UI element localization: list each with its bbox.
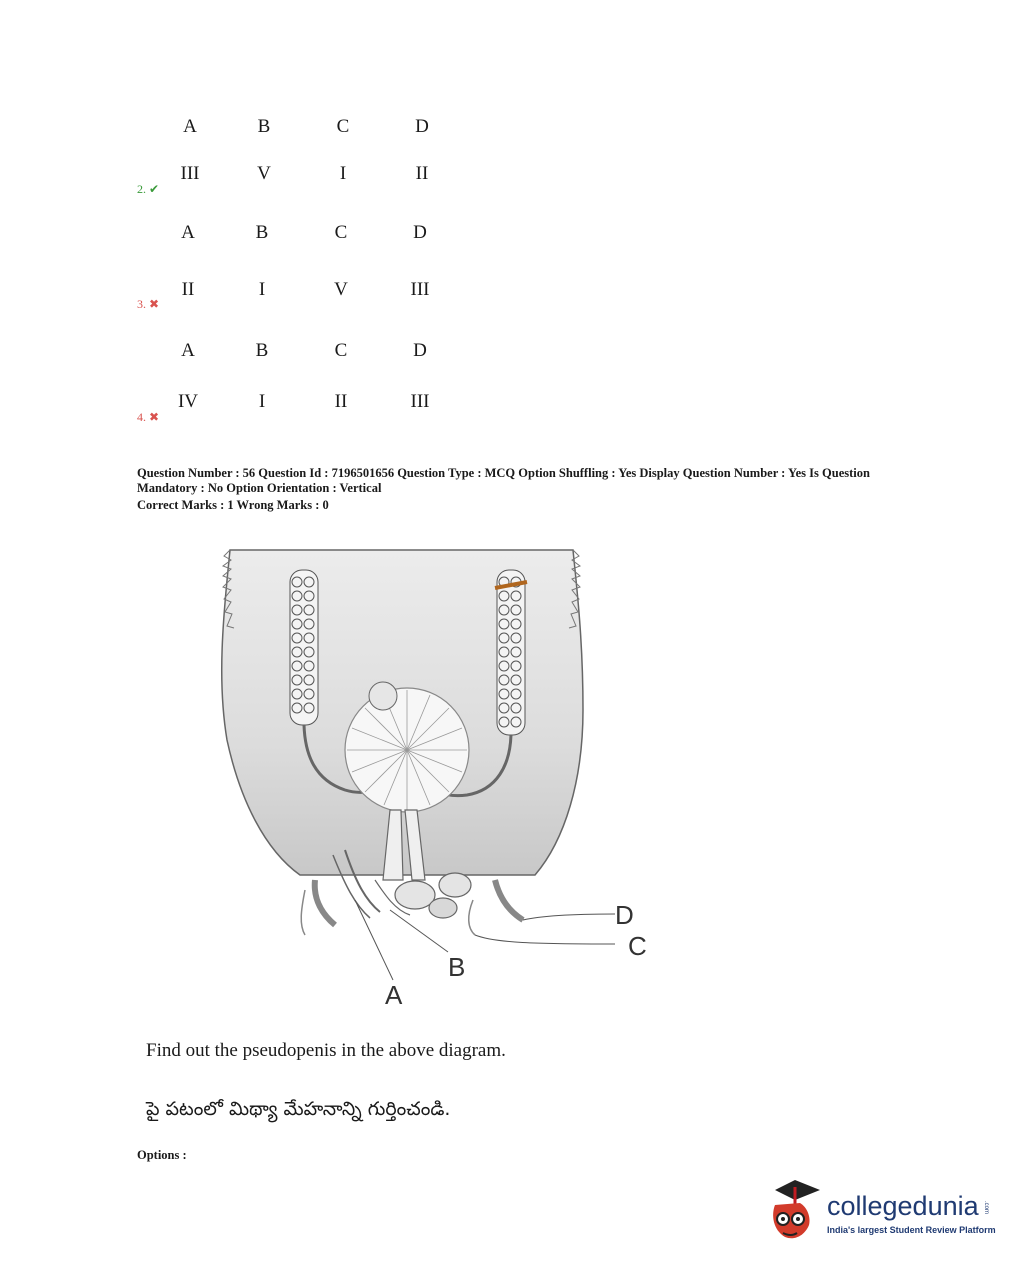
grid-value-cell: V <box>257 163 271 184</box>
grid-header-cell: A <box>181 222 195 243</box>
logo-name: collegedunia <box>827 1191 979 1221</box>
grid-header-cell: B <box>257 116 271 137</box>
logo-tagline: India's largest Student Review Platform <box>827 1225 996 1235</box>
diagram-label: B <box>448 952 466 982</box>
grid-value-cell: III <box>410 391 430 412</box>
grid-value-cell: I <box>258 279 266 300</box>
cross-icon: ✖ <box>149 410 160 424</box>
grid-value-cell: III <box>180 163 200 184</box>
grid-value-cell: I <box>258 391 266 412</box>
options-label: Options : <box>137 1148 187 1162</box>
diagram-label: C <box>628 931 647 961</box>
check-icon: ✔ <box>149 182 160 196</box>
grid-value-cell: III <box>410 279 430 300</box>
cross-icon: ✖ <box>149 297 160 311</box>
grid-header-row <box>0 222 1025 252</box>
grid-header-cell: C <box>334 222 348 243</box>
cockroach-reproductive-diagram <box>205 540 675 1020</box>
grid-header-cell: B <box>255 222 269 243</box>
grid-header-cell: C <box>334 340 348 361</box>
question-meta-line: Mandatory : No Option Orientation : Vertical <box>137 481 382 495</box>
diagram-illustration <box>205 540 675 1020</box>
grid-header-cell: A <box>183 116 197 137</box>
grid-header-cell: A <box>181 340 195 361</box>
mascot-icon <box>765 1175 825 1245</box>
grid-header-row <box>0 340 1025 370</box>
grid-value-cell: IV <box>177 391 199 412</box>
grid-value-cell: V <box>334 279 348 300</box>
grid-header-cell: D <box>413 340 427 361</box>
grid-value-cell: II <box>415 163 429 184</box>
grid-header-row <box>0 116 1025 146</box>
grid-header-cell: D <box>415 116 429 137</box>
grid-header-cell: B <box>255 340 269 361</box>
diagram-label: A <box>385 980 403 1010</box>
grid-header-cell: C <box>336 116 350 137</box>
option-number: 3. ✖ <box>137 297 160 311</box>
collegedunia-logo <box>765 1175 995 1250</box>
question-meta <box>137 466 917 513</box>
grid-value-cell: I <box>339 163 347 184</box>
option-number: 4. ✖ <box>137 410 160 424</box>
grid-header-cell: D <box>413 222 427 243</box>
question-meta-line: Question Number : 56 Question Id : 7196501656 Question Type : MCQ Option Shuffling : Yes Display Question Number : Yes Is Question <box>137 466 870 480</box>
grid-value-cell: II <box>181 279 195 300</box>
question-text: Find out the pseudopenis in the above diagram. <box>146 1040 506 1061</box>
option-number: 2. ✔ <box>137 182 160 196</box>
grid-value-cell: II <box>334 391 348 412</box>
question-marks: Correct Marks : 1 Wrong Marks : 0 <box>137 498 329 512</box>
logo-com: .com <box>983 1201 989 1215</box>
question-text-telugu: పై పటంలో మిథ్యా మేహనాన్ని గుర్తించండి. <box>146 1098 451 1120</box>
diagram-label: D <box>615 900 634 930</box>
